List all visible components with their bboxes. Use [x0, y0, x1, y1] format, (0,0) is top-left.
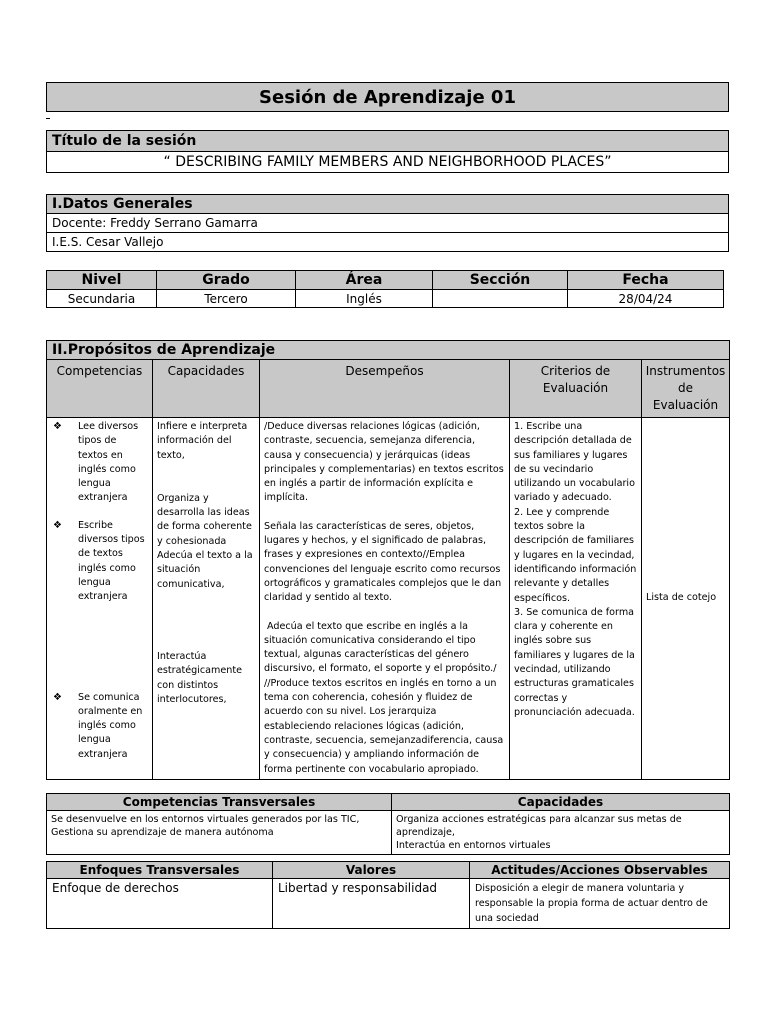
- capacidad-item: Adecúa el texto a la situación comunicativa,: [157, 550, 253, 590]
- session-title-value: “ DESCRIBING FAMILY MEMBERS AND NEIGHBORHOOD PLACES”: [47, 152, 729, 173]
- desempeno-item: /Deduce diversas relaciones lógicas (adición, contraste, secuencia, semejanza diferencia, causa y consecuencia) y jerárquicas (ideas principales y complementarias) en textos escritos en inglés a partir de información explícita e implícita.: [264, 421, 504, 504]
- purposes-heading: II.Propósitos de Aprendizaje: [47, 341, 730, 360]
- transversal-capacidades-cell: Organiza acciones estratégicas para alcanzar sus metas de aprendizaje, Interactúa en entornos virtuales: [392, 811, 730, 855]
- enfoques-header: Enfoques Transversales: [47, 862, 273, 879]
- session-title-label: Título de la sesión: [47, 131, 729, 152]
- desempenos-cell: [260, 418, 510, 780]
- session-title-table: [46, 130, 729, 173]
- diamond-bullet-icon: ❖: [53, 519, 62, 531]
- criterios-cell: [510, 418, 642, 780]
- criterio-item: 2. Lee y comprende textos sobre la descripción de familiares y lugares en la vecindad, identificando información relevante y detalles específicos.: [514, 506, 637, 604]
- area-header: Área: [296, 271, 433, 290]
- seccion-value: [433, 290, 568, 308]
- fecha-header: Fecha: [568, 271, 724, 290]
- desempeno-item: Señala las características de seres, objetos, lugares y hechos, y el significado de palabras, frases y expresiones en contexto//Emplea convenciones del lenguaje escrito como recursos ortográficos y gramaticales complejos que le dan claridad y sentido al texto.: [264, 520, 502, 604]
- diamond-bullet-icon: ❖: [53, 691, 62, 703]
- instrumentos-cell: [642, 418, 730, 780]
- capacidad-item: Infiere e interpreta información del texto,: [157, 421, 248, 461]
- transversal-approaches-table: [46, 861, 730, 929]
- transversal-competencies-table: [46, 793, 730, 855]
- capacidades-cell: [153, 418, 260, 780]
- transversal-competencias-header: Competencias Transversales: [47, 794, 392, 811]
- transversal-capacidades-header: Capacidades: [392, 794, 730, 811]
- col-criterios: Criterios de Evaluación: [510, 360, 642, 418]
- valores-header: Valores: [273, 862, 470, 879]
- course-info-table: [46, 270, 724, 308]
- divider-mark: [46, 118, 50, 119]
- fecha-value: 28/04/24: [568, 290, 724, 308]
- general-data-heading: I.Datos Generales: [47, 195, 729, 214]
- competencia-item: ❖ Escribe diversos tipos de textos inglés como lengua extranjera: [51, 519, 148, 605]
- instrumento-value: Lista de cotejo: [646, 592, 717, 604]
- competencias-cell: [47, 418, 153, 780]
- valor-value: Libertad y responsabilidad: [273, 879, 470, 929]
- school-field: I.E.S. Cesar Vallejo: [47, 233, 729, 252]
- criterio-item: 1. Escribe una descripción detallada de sus familiares y lugares de su vecindario utilizando un vocabulario variado y adecuado.: [514, 421, 635, 504]
- enfoque-value: Enfoque de derechos: [47, 879, 273, 929]
- grado-value: Tercero: [157, 290, 296, 308]
- general-data-table: [46, 194, 729, 252]
- competencia-item: ❖ Lee diversos tipos de textos en inglés como lengua extranjera: [51, 420, 148, 506]
- col-desempenos: Desempeños: [260, 360, 510, 418]
- col-capacidades: Capacidades: [153, 360, 260, 418]
- page-title: Sesión de Aprendizaje 01: [46, 82, 729, 112]
- desempeno-item: Adecúa el texto que escribe en inglés a la situación comunicativa considerando el tipo textual, algunas características del género discursivo, el formato, el soporte y el propósito./ //Produce textos escritos en inglés en torno a un tema con coherencia, cohesión y fluidez de acuerdo con su nivel. Los jerarquiza estableciendo relaciones lógicas (adición, contraste, secuencia, semejanzadiferencia, causa y consecuencia) y ampliando información de forma pertinente con vocabulario apropiado.: [264, 620, 504, 775]
- area-value: Inglés: [296, 290, 433, 308]
- competencia-item: ❖ Se comunica oralmente en inglés como lengua extranjera: [51, 691, 148, 762]
- nivel-value: Secundaria: [47, 290, 157, 308]
- actitud-value: Disposición a elegir de manera voluntaria y responsable la propia forma de actuar dentro de una sociedad: [470, 879, 730, 929]
- col-instrumentos: Instrumentos de Evaluación: [642, 360, 730, 418]
- transversal-competencias-cell: Se desenvuelve en los entornos virtuales generados por las TIC, Gestiona su aprendizaje de manera autónoma: [47, 811, 392, 855]
- col-competencias: Competencias: [47, 360, 153, 418]
- criterio-item: 3. Se comunica de forma clara y coherente en inglés sobre sus familiares y lugares de la vecindad, utilizando estructuras gramaticales correctas y pronunciación adecuada.: [514, 606, 635, 718]
- learning-purposes-table: [46, 340, 730, 780]
- capacidad-item: Organiza y desarrolla las ideas de forma coherente y cohesionada: [157, 492, 252, 547]
- nivel-header: Nivel: [47, 271, 157, 290]
- diamond-bullet-icon: ❖: [53, 421, 62, 432]
- actitudes-header: Actitudes/Acciones Observables: [470, 862, 730, 879]
- grado-header: Grado: [157, 271, 296, 290]
- teacher-field: Docente: Freddy Serrano Gamarra: [47, 214, 729, 233]
- seccion-header: Sección: [433, 271, 568, 290]
- capacidad-item: Interactúa estratégicamente con distintos interlocutores,: [157, 650, 243, 705]
